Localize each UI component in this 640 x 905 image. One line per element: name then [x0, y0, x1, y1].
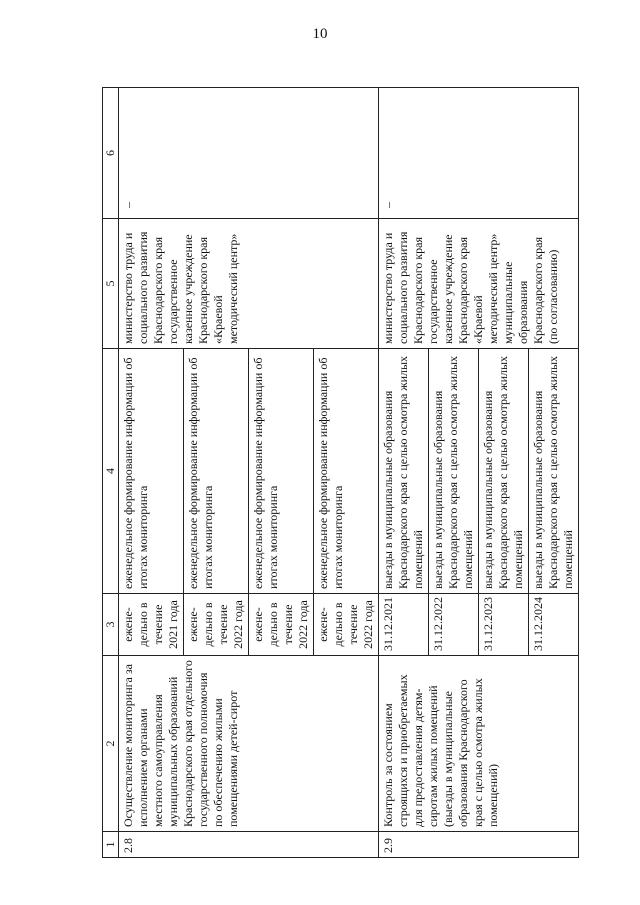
rotated-table-wrapper: [102, 88, 575, 858]
row-result: выезды в муниципальные образования Краснодарского края с целью осмотра жилых помещений: [429, 349, 479, 594]
table-row: [119, 88, 184, 858]
row-result: еженедельное формирование информации об итогах мониторинга: [184, 349, 249, 594]
row-description: Контроль за состоянием строящихся и приобретаемых для предоставления детям-сиротам жилых помещений (выезды в муниципальные образования Краснодарского края с целью осмотра жилых помещений): [379, 656, 579, 832]
row-deadline: ежене-дельно в течение 2022 года: [314, 594, 379, 656]
row-note: [379, 88, 579, 219]
row-note: [119, 88, 379, 219]
row-deadline: ежене-дельно в течение 2022 года: [249, 594, 314, 656]
row-number: 2.9: [379, 832, 579, 858]
row-result: еженедельное формирование информации об итогах мониторинга: [314, 349, 379, 594]
row-result: еженедельное формирование информации об итогах мониторинга: [119, 349, 184, 594]
row-result: еженедельное формирование информации об итогах мониторинга: [249, 349, 314, 594]
header-cell: 1: [103, 832, 119, 858]
header-cell: 4: [103, 349, 119, 594]
table-row: [379, 88, 429, 858]
header-cell: 3: [103, 594, 119, 656]
row-deadline: 31.12.2024: [529, 594, 579, 656]
row-deadline: ежене-дельно в течение 2021 года: [119, 594, 184, 656]
row-executor: министерство труда и социального развития Краснодарского края государственное казенное учреждение Краснодарского края «Краевой методический центр» муниципальные образования Краснодарского края (по согласованию): [379, 219, 579, 349]
plan-table: [102, 87, 579, 858]
row-result: выезды в муниципальные образования Краснодарского края с целью осмотра жилых помещений: [479, 349, 529, 594]
row-result: выезды в муниципальные образования Краснодарского края с целью осмотра жилых помещений: [379, 349, 429, 594]
page-number: 10: [312, 26, 328, 42]
row-deadline: ежене-дельно в течение 2022 года: [184, 594, 249, 656]
row-result: выезды в муниципальные образования Краснодарского края с целью осмотра жилых помещений: [529, 349, 579, 594]
header-cell: 6: [103, 88, 119, 219]
header-cell: 5: [103, 219, 119, 349]
header-row: [103, 88, 119, 858]
header-cell: 2: [103, 656, 119, 832]
row-deadline: 31.12.2023: [479, 594, 529, 656]
note-dash: –: [121, 202, 135, 208]
row-number: 2.8: [119, 832, 379, 858]
note-dash: –: [381, 202, 395, 208]
row-deadline: 31.12.2022: [429, 594, 479, 656]
row-deadline: 31.12.2021: [379, 594, 429, 656]
row-description: Осуществление мониторинга за исполнением органами местного самоуправления муниципальных образований Краснодарского края отдельного государственного полномочия по обеспечению жилыми помещениями детей-сирот: [119, 656, 379, 832]
row-executor: министерство труда и социального развития Краснодарского края государственное казенное учреждение Краснодарского края «Краевой методический центр»: [119, 219, 379, 349]
